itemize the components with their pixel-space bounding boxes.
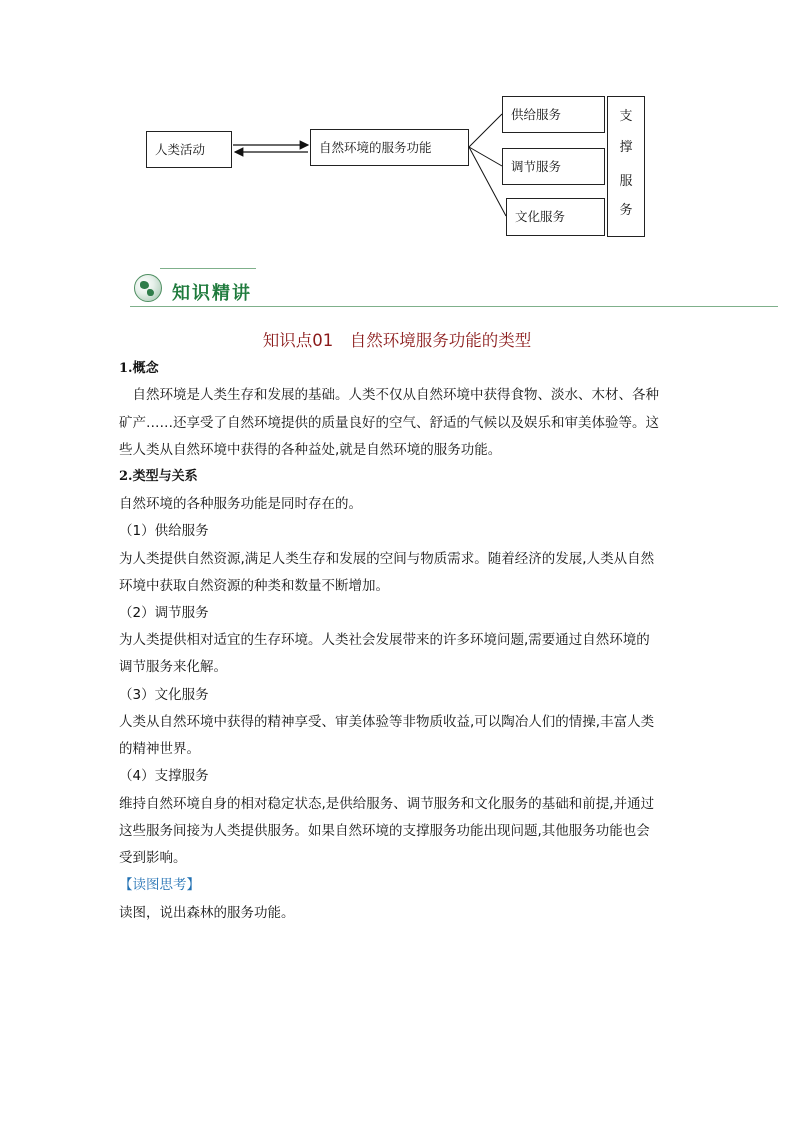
subheading-culture: （3）文化服务: [119, 687, 209, 703]
support-char-2: 撑: [619, 140, 633, 155]
read-figure-question: 读图，说出森林的服务功能。: [119, 905, 295, 921]
paragraph-line: 这些服务间接为人类提供服务。如果自然环境的支撑服务功能出现问题,其他服务功能也会: [119, 823, 650, 839]
support-char-4: 务: [619, 203, 633, 218]
section-title: 知识点01 自然环境服务功能的类型: [262, 331, 532, 350]
regulate-label: 调节服务: [511, 158, 562, 174]
paragraph-line: 的精神世界。: [119, 741, 200, 757]
paragraph-line: 维持自然环境自身的相对稳定状态,是供给服务、调节服务和文化服务的基础和前提,并通过: [119, 796, 655, 812]
diagram-arrows: [0, 0, 794, 260]
branch-supply: [469, 114, 502, 147]
supply-label: 供给服务: [511, 106, 562, 122]
paragraph-line: 调节服务来化解。: [119, 659, 227, 675]
support-char-1: 支: [619, 109, 633, 124]
paragraph-line: 自然环境的各种服务功能是同时存在的。: [119, 496, 362, 512]
paragraph-line: 些人类从自然环境中获得的各种益处,就是自然环境的服务功能。: [119, 442, 502, 458]
paragraph-line: 为人类提供自然资源,满足人类生存和发展的空间与物质需求。随着经济的发展,人类从自然: [119, 551, 655, 567]
heading-types: 2.类型与关系: [119, 469, 198, 484]
heading-concept: 1.概念: [119, 361, 159, 376]
culture-label: 文化服务: [515, 208, 566, 224]
paragraph-line: 为人类提供相对适宜的生存环境。人类社会发展带来的许多环境问题,需要通过自然环境的: [119, 632, 650, 648]
paragraph-line: 受到影响。: [119, 850, 187, 866]
natural-function-label: 自然环境的服务功能: [319, 139, 432, 155]
globe-icon: [134, 274, 162, 302]
paragraph-line: 矿产……还享受了自然环境提供的质量良好的空气、舒适的气候以及娱乐和审美体验等。这: [119, 415, 659, 431]
subheading-supply: （1）供给服务: [119, 523, 209, 539]
subheading-support: （4）支撑服务: [119, 768, 209, 784]
human-activity-label: 人类活动: [155, 141, 206, 157]
banner-top-line: [160, 268, 256, 269]
paragraph-line: 人类从自然环境中获得的精神享受、审美体验等非物质收益,可以陶冶人们的情操,丰富人类: [119, 714, 655, 730]
banner-bottom-line: [130, 306, 778, 307]
subheading-regulate: （2）调节服务: [119, 605, 209, 621]
support-char-3: 服: [619, 174, 633, 189]
read-figure-label: 【读图思考】: [119, 877, 200, 893]
paragraph-line: 自然环境是人类生存和发展的基础。人类不仅从自然环境中获得食物、淡水、木材、各种: [119, 387, 659, 403]
banner-title: 知识精讲: [172, 283, 252, 304]
paragraph-line: 环境中获取自然资源的种类和数量不断增加。: [119, 578, 389, 594]
